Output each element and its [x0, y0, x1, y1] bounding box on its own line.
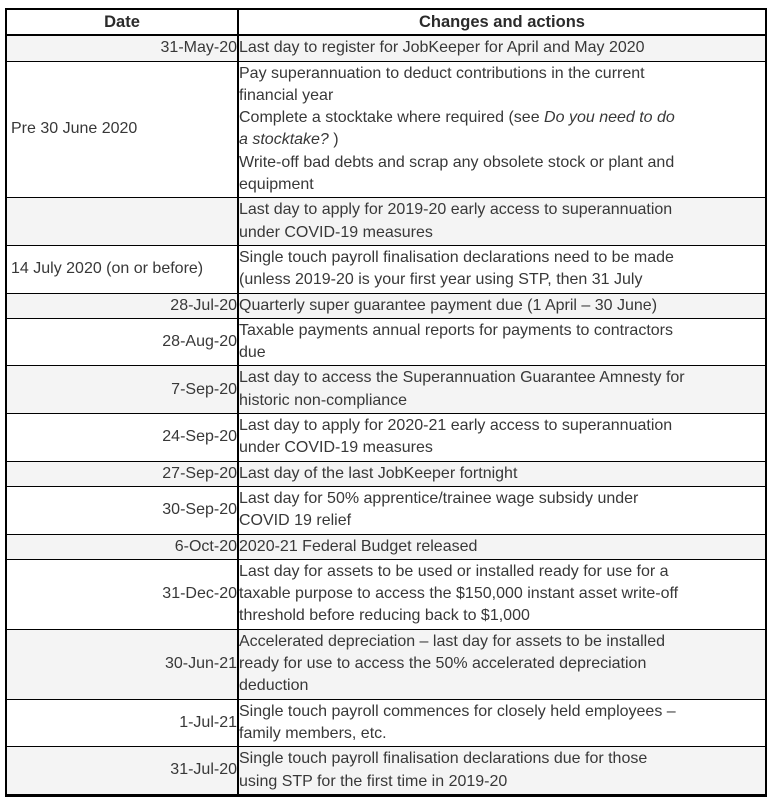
actions-cell	[238, 747, 766, 796]
action-line	[239, 85, 765, 107]
action-text: taxable purpose to access the $150,000 instant asset write-off	[239, 585, 679, 603]
action-text: equipment	[239, 176, 314, 194]
date-cell: 31-May-20	[6, 35, 238, 61]
date-cell: 31-Jul-20	[6, 747, 238, 796]
action-line	[239, 561, 765, 583]
action-line	[239, 295, 765, 317]
actions-cell	[238, 366, 766, 414]
date-cell: Pre 30 June 2020	[6, 61, 238, 198]
date-cell: 28-Jul-20	[6, 293, 238, 318]
changes-column-header: Changes and actions	[238, 9, 766, 35]
action-text-italic: Do you need to do	[544, 109, 675, 127]
table-row	[6, 414, 766, 462]
table-row	[6, 366, 766, 414]
action-line	[239, 107, 765, 129]
action-line	[239, 723, 765, 745]
header-row	[6, 9, 766, 35]
table-body	[6, 35, 766, 795]
action-text: Pay superannuation to deduct contributions in the current	[239, 64, 645, 82]
actions-cell	[238, 629, 766, 699]
action-line	[239, 748, 765, 770]
action-text: family members, etc.	[239, 724, 387, 742]
action-line	[239, 701, 765, 723]
actions-cell	[238, 486, 766, 534]
action-text: Single touch payroll finalisation declarations due for those	[239, 750, 648, 768]
table-row	[6, 534, 766, 559]
date-cell: 31-Dec-20	[6, 559, 238, 629]
actions-cell	[238, 559, 766, 629]
table-row	[6, 699, 766, 747]
action-text-italic: a stocktake?	[239, 131, 329, 149]
actions-cell	[238, 61, 766, 198]
action-text: using STP for the first time in 2019-20	[239, 772, 508, 790]
date-cell: 1-Jul-21	[6, 699, 238, 747]
date-column-header: Date	[6, 9, 238, 35]
action-text: historic non-compliance	[239, 391, 408, 409]
action-line	[239, 653, 765, 675]
action-text: Accelerated depreciation – last day for assets to be installed	[239, 632, 666, 650]
action-text: Single touch payroll finalisation declarations need to be made	[239, 248, 674, 266]
action-line	[239, 342, 765, 364]
action-line	[239, 174, 765, 196]
action-text: financial year	[239, 86, 334, 104]
table-row	[6, 461, 766, 486]
action-text: threshold before reducing back to $1,000	[239, 607, 530, 625]
table-row	[6, 35, 766, 61]
date-cell: 7-Sep-20	[6, 366, 238, 414]
actions-cell	[238, 318, 766, 366]
date-cell: 30-Jun-21	[6, 629, 238, 699]
action-text: COVID 19 relief	[239, 512, 352, 530]
action-line	[239, 129, 765, 151]
action-line	[239, 199, 765, 221]
date-cell: 24-Sep-20	[6, 414, 238, 462]
actions-cell	[238, 293, 766, 318]
tax-dates-table	[5, 8, 767, 797]
action-text: Single touch payroll commences for closely held employees –	[239, 702, 676, 720]
date-cell: 14 July 2020 (on or before)	[6, 245, 238, 293]
table-row	[6, 61, 766, 198]
action-line	[239, 675, 765, 697]
action-text: Last day to access the Superannuation Guarantee Amnesty for	[239, 369, 685, 387]
actions-cell	[238, 245, 766, 293]
actions-cell	[238, 534, 766, 559]
action-text: Last day of the last JobKeeper fortnight	[239, 464, 518, 482]
action-text: under COVID-19 measures	[239, 439, 433, 457]
table-row	[6, 293, 766, 318]
action-line	[239, 415, 765, 437]
action-line	[239, 771, 765, 793]
date-cell: 27-Sep-20	[6, 461, 238, 486]
action-line	[239, 631, 765, 653]
action-text: deduction	[239, 677, 309, 695]
actions-cell	[238, 35, 766, 61]
action-text: Quarterly super guarantee payment due (1 April – 30 June)	[239, 296, 658, 314]
action-line	[239, 605, 765, 627]
action-line	[239, 583, 765, 605]
action-line	[239, 320, 765, 342]
action-line	[239, 488, 765, 510]
table-header	[6, 9, 766, 35]
date-cell: 28-Aug-20	[6, 318, 238, 366]
action-text: Last day to apply for 2019-20 early access to superannuation	[239, 201, 673, 219]
action-text: Last day to apply for 2020-21 early access to superannuation	[239, 417, 673, 435]
action-line	[239, 63, 765, 85]
action-text: Write-off bad debts and scrap any obsolete stock or plant and	[239, 153, 675, 171]
action-text: 2020-21 Federal Budget released	[239, 537, 478, 555]
action-line	[239, 152, 765, 174]
action-text: ready for use to access the 50% accelerated depreciation	[239, 655, 647, 673]
action-text: under COVID-19 measures	[239, 223, 433, 241]
table-row	[6, 559, 766, 629]
actions-cell	[238, 198, 766, 246]
table-row	[6, 486, 766, 534]
table-row	[6, 245, 766, 293]
action-line	[239, 269, 765, 291]
date-cell	[6, 198, 238, 246]
action-line	[239, 463, 765, 485]
actions-cell	[238, 461, 766, 486]
table-row	[6, 747, 766, 796]
action-text: Taxable payments annual reports for payments to contractors	[239, 321, 673, 339]
table-row	[6, 629, 766, 699]
action-line	[239, 222, 765, 244]
table-row	[6, 318, 766, 366]
action-line	[239, 437, 765, 459]
actions-cell	[238, 414, 766, 462]
action-line	[239, 390, 765, 412]
table-row	[6, 198, 766, 246]
action-line	[239, 37, 765, 59]
action-line	[239, 510, 765, 532]
action-text: )	[328, 131, 339, 149]
action-text: (unless 2019-20 is your first year using STP, then 31 July	[239, 271, 643, 289]
date-cell: 30-Sep-20	[6, 486, 238, 534]
action-text: Last day for assets to be used or installed ready for use for a	[239, 562, 669, 580]
action-line	[239, 247, 765, 269]
action-line	[239, 367, 765, 389]
action-text: Last day to register for JobKeeper for April and May 2020	[239, 39, 645, 57]
action-text: Complete a stocktake where required (see	[239, 109, 545, 127]
actions-cell	[238, 699, 766, 747]
action-line	[239, 536, 765, 558]
action-text: Last day for 50% apprentice/trainee wage subsidy under	[239, 489, 639, 507]
action-text: due	[239, 344, 266, 362]
date-cell: 6-Oct-20	[6, 534, 238, 559]
